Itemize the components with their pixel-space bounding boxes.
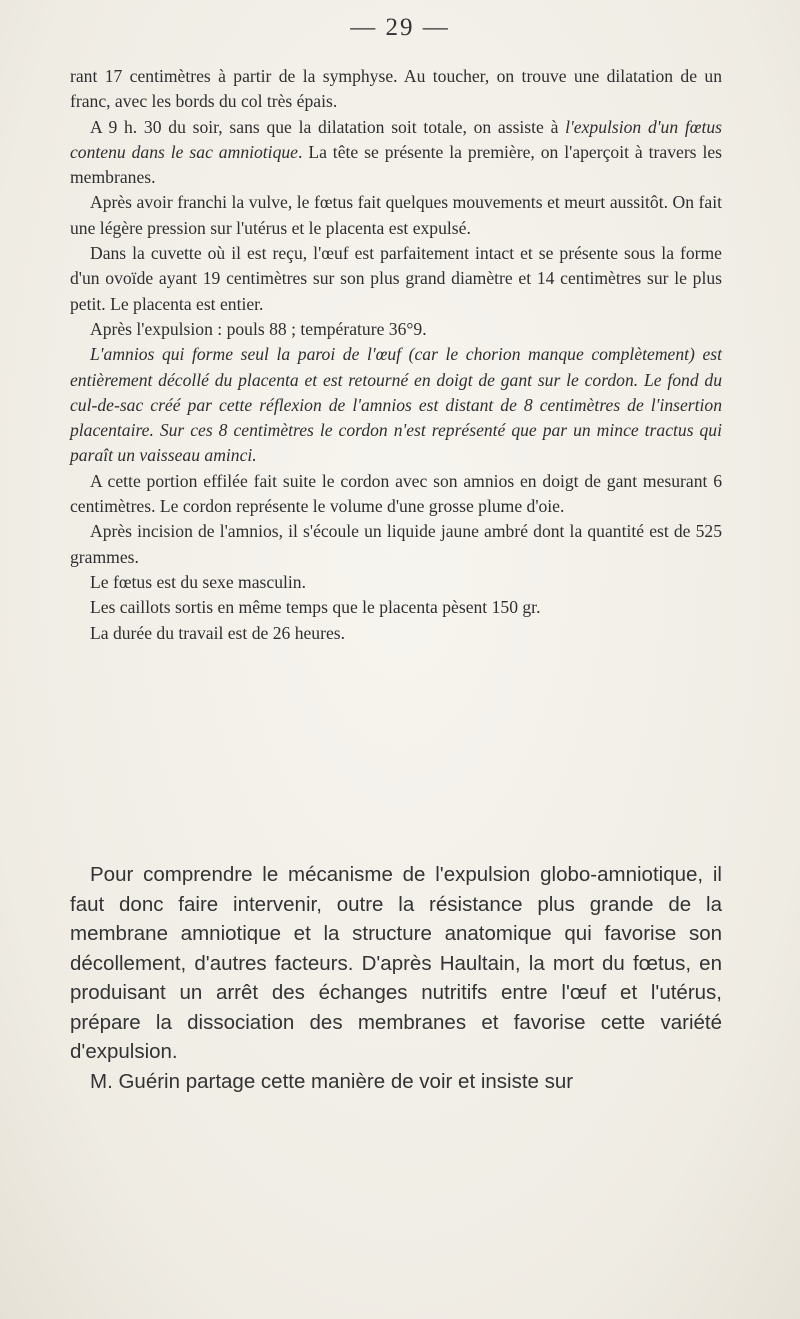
paragraph-text: A 9 h. 30 du soir, sans que la dilatation soit totale, on assiste à	[90, 116, 566, 137]
paragraph: Après avoir franchi la vulve, le fœtus fait quelques mouvements et meurt aussitôt. On fait une légère pression sur l'utérus et le placenta est expulsé.	[70, 192, 722, 238]
paragraph: rant 17 centimètres à partir de la symphyse. Au toucher, on trouve une dilatation de un franc, avec les bords du col très épais.	[70, 66, 722, 112]
paragraph: Après incision de l'amnios, il s'écoule un liquide jaune ambré dont la quantité est de 525 grammes.	[70, 521, 722, 567]
paragraph: Après l'expulsion : pouls 88 ; température 36°9.	[90, 318, 427, 339]
paragraph: M. Guérin partage cette manière de voir et insiste sur	[90, 1069, 574, 1093]
paragraph-text: . La tête se présente la première, on l'aperçoit à travers les membranes.	[70, 141, 723, 188]
italic-paragraph	[70, 342, 722, 468]
paragraph: Le fœtus est du sexe masculin.	[90, 571, 306, 592]
italic-text: l'expulsion d'un fœtus contenu dans le sac amniotique	[70, 116, 723, 162]
body-text	[70, 64, 722, 646]
paragraph: La durée du travail est de 26 heures.	[90, 622, 346, 643]
paragraph: A cette portion effilée fait suite le cordon avec son amnios en doigt de gant mesurant 6 centimètres. Le cordon représente le volume d'une grosse plume d'oie.	[70, 470, 722, 517]
paragraph	[70, 115, 722, 191]
paragraph: Dans la cuvette où il est reçu, l'œuf est parfaitement intact et se présente sous la forme d'un ovoïde ayant 19 centimètres sur son plus grand diamètre et 14 centimètres sur le plus petit. Le placenta est entier.	[70, 243, 722, 314]
paragraph: Les caillots sortis en même temps que le placenta pèsent 150 gr.	[90, 597, 541, 618]
page-number: — 29 —	[350, 14, 450, 41]
paragraph: Pour comprendre le mécanisme de l'expulsion globo-amniotique, il faut donc faire intervenir, outre la résistance plus grande de la membrane amniotique et la structure anatomique qui favorise son décollement, d'autres facteurs. D'après Haultain, la mort du fœtus, en produisant un arrêt des échanges nutritifs entre l'œuf et l'utérus, prépare la dissociation des membranes et favorise cette variété d'expulsion.	[70, 863, 722, 1063]
italic-text: L'amnios qui forme seul la paroi de l'œuf (car le chorion manque complètement) est entièrement décollé du placenta et est retourné en doigt de gant sur le cordon. Le fond du cul-de-sac créé par cette réflexion de l'amnios est distant de 8 centimètres de l'insertion placentaire. Sur ces 8 centimètres le cordon n'est représenté que par un mince tractus qui paraît un vaisseau aminci.	[70, 344, 722, 466]
commentary-text	[70, 860, 722, 1096]
